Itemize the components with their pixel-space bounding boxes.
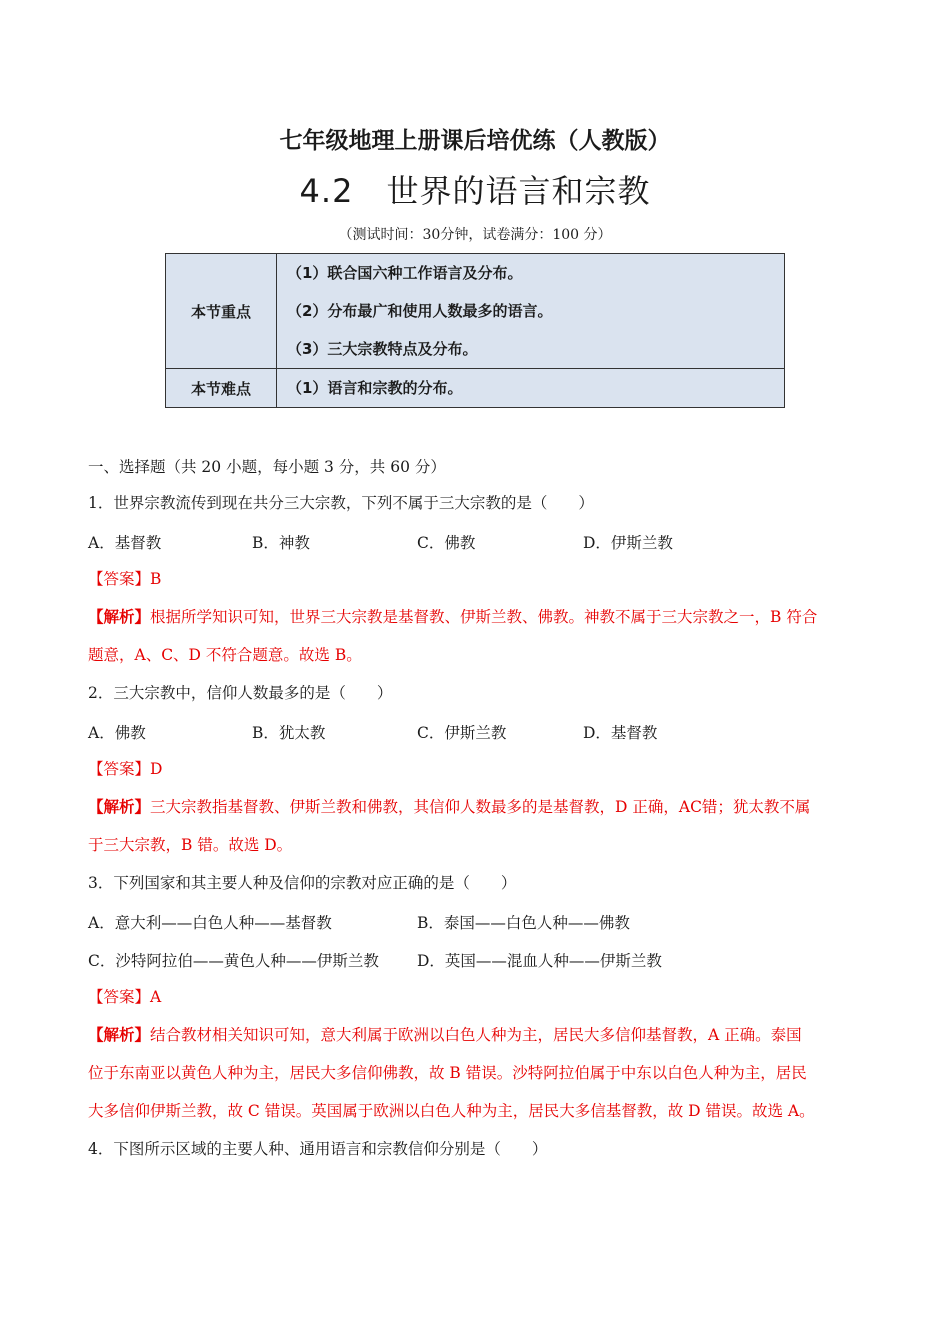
analysis-line-1 <box>88 1025 868 1045</box>
analysis-line-1 <box>88 797 868 817</box>
answer: 【答案】B <box>88 570 162 588</box>
option-c: C．伊斯兰教 <box>417 724 507 742</box>
analysis-line-2: 于三大宗教，B 错。故选 D。 <box>88 836 293 854</box>
difficult-point-item: （1）语言和宗教的分布。 <box>287 379 463 397</box>
option-a: A．基督教 <box>88 534 162 552</box>
option-d: D．基督教 <box>583 724 658 742</box>
analysis-label: 【解析】 <box>88 607 151 626</box>
difficult-points-cell <box>277 369 785 408</box>
option-c: C．佛教 <box>417 534 476 552</box>
option-b: B．犹太教 <box>252 724 326 742</box>
lesson-title: 4.2 世界的语言和宗教 <box>299 172 651 210</box>
document-title: 七年级地理上册课后培优练（人教版） <box>279 128 671 154</box>
focus-table <box>165 253 785 408</box>
analysis-label: 【解析】 <box>88 797 151 816</box>
analysis-line-3: 大多信仰伊斯兰教，故 C 错误。英国属于欧洲以白色人种为主，居民大多信基督教，故 D 错误。故选 A。 <box>88 1102 815 1120</box>
key-points-label: 本节重点 <box>166 254 277 369</box>
option-b: B．神教 <box>252 534 310 552</box>
section-title: 一、选择题（共 20 小题，每小题 3 分，共 60 分） <box>88 458 446 476</box>
test-info: （测试时间：30分钟，试卷满分：100 分） <box>338 227 612 243</box>
question-stem: 3．下列国家和其主要人种及信仰的宗教对应正确的是（ ） <box>88 874 517 892</box>
key-point-item: （2）分布最广和使用人数最多的语言。 <box>287 302 553 320</box>
analysis-text: 根据所学知识可知，世界三大宗教是基督教、伊斯兰教、佛教。神教不属于三大宗教之一，B 符合 <box>150 608 818 626</box>
analysis-line-1 <box>88 607 868 627</box>
option-a: A．佛教 <box>88 724 146 742</box>
difficult-points-label: 本节难点 <box>166 369 277 408</box>
key-points-cell <box>277 254 785 369</box>
option-a: A．意大利——白色人种——基督教 <box>88 914 332 932</box>
answer: 【答案】A <box>88 988 162 1006</box>
question-stem: 1．世界宗教流传到现在共分三大宗教，下列不属于三大宗教的是（ ） <box>88 494 594 512</box>
option-d: D．英国——混血人种——伊斯兰教 <box>417 952 662 970</box>
option-d: D．伊斯兰教 <box>583 534 673 552</box>
analysis-line-2: 位于东南亚以黄色人种为主，居民大多信仰佛教，故 B 错误。沙特阿拉伯属于中东以白色人种为主，居民 <box>88 1064 807 1082</box>
key-point-item: （1）联合国六种工作语言及分布。 <box>287 264 523 282</box>
analysis-text: 结合教材相关知识可知，意大利属于欧洲以白色人种为主，居民大多信仰基督教，A 正确。泰国 <box>150 1026 802 1044</box>
question-stem: 2．三大宗教中，信仰人数最多的是（ ） <box>88 684 393 702</box>
option-b: B．泰国——白色人种——佛教 <box>417 914 630 932</box>
key-point-item: （3）三大宗教特点及分布。 <box>287 340 478 358</box>
analysis-label: 【解析】 <box>88 1025 151 1044</box>
answer: 【答案】D <box>88 760 163 778</box>
analysis-line-2: 题意，A、C、D 不符合题意。故选 B。 <box>88 646 362 664</box>
question-stem: 4．下图所示区域的主要人种、通用语言和宗教信仰分别是（ ） <box>88 1140 548 1158</box>
option-c: C．沙特阿拉伯——黄色人种——伊斯兰教 <box>88 952 379 970</box>
analysis-text: 三大宗教指基督教、伊斯兰教和佛教，其信仰人数最多的是基督教，D 正确，AC错；犹太教不属 <box>150 798 811 816</box>
